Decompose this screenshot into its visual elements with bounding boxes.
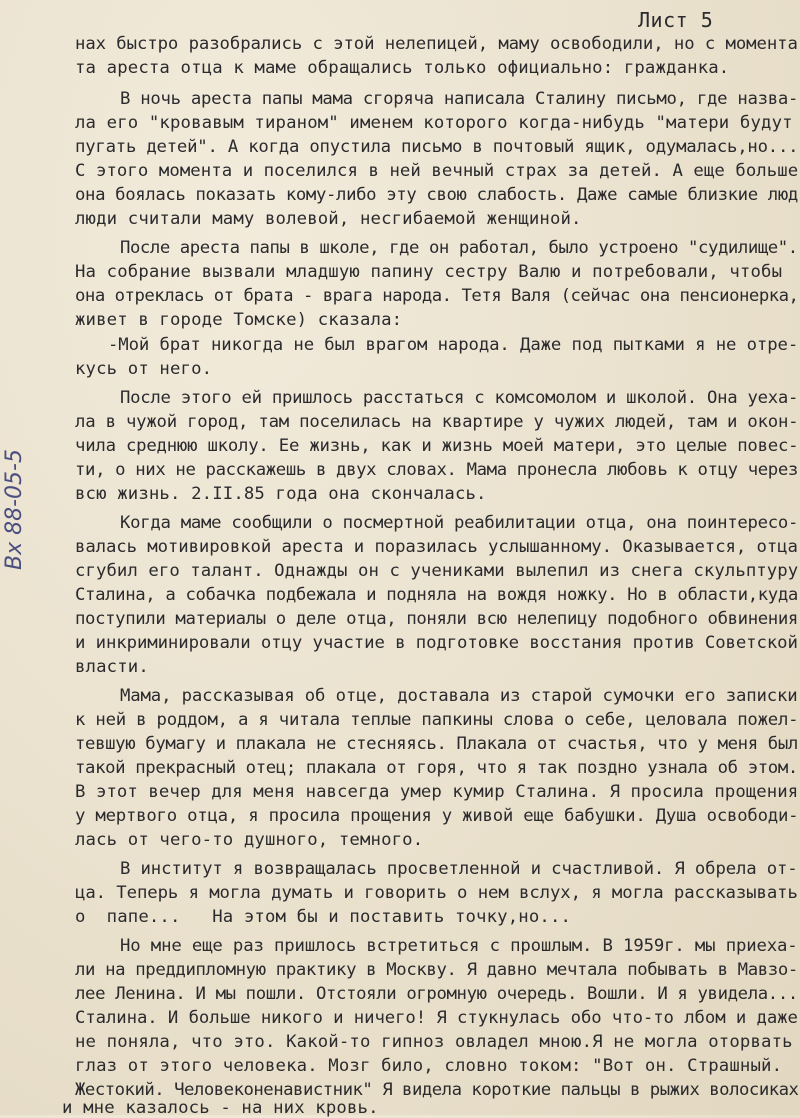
text-line: тевшую бумагу и плакала не стесняясь. Плакала от счастья, что у меня был: [75, 734, 798, 754]
text-line: После этого ей пришлось расстаться с комсомолом и школой. Она уеха-: [120, 388, 799, 408]
text-line: о папе... На этом бы и поставить точку,но...: [75, 907, 572, 927]
text-line: всю жизнь. 2.II.85 года она скончалась.: [75, 484, 487, 504]
sheet-label: Лист 5: [638, 8, 714, 32]
text-line: нах быстро разобрались с этой нелепицей, маму освободили, но с момента: [75, 34, 798, 54]
text-line: поступили материалы о деле отца, поняли всю нелепицу подобного обвинения: [75, 609, 798, 629]
text-line: не поняла, что это. Какой-то гипноз овладел мною.Я не могла оторвать: [75, 1032, 793, 1052]
margin-handwritten-note: Вх 88-05-5: [2, 449, 27, 570]
text-line: и инкриминировали отцу участие в подготовке восстания против Советской: [75, 633, 798, 653]
text-line: сгубил его талант. Однажды он с учениками вылепил из снега скульптуру: [75, 561, 799, 581]
text-line: лась от чего-то душного, темного.: [75, 830, 424, 850]
text-line: ли на преддипломную практику в Москву. Я давно мечтала побывать в Мавзо-: [75, 960, 798, 980]
text-line: ти, о них не расскажешь в двух словах. Мама пронесла любовь к отцу через: [75, 460, 798, 480]
text-line: и мне казалось - на них кровь.: [62, 1098, 379, 1118]
text-line: В институт я возвращалась просветленной и счастливой. Я обрела от-: [120, 859, 798, 879]
text-line: живет в городе Томске) сказала:: [75, 310, 403, 330]
text-line: чила среднюю школу. Ее жизнь, как и жизнь моей матери, это целые повес-: [75, 436, 799, 456]
text-line: кусь от него.: [75, 359, 213, 379]
text-line: она отреклась от брата - врага народа. Тетя Валя (сейчас она пенсионерка,: [75, 286, 799, 306]
text-line: люди считали маму волевой, несгибаемой женщиной.: [75, 209, 582, 229]
text-line: -Мой брат никогда не был врагом народа. Даже под пытками я не отре-: [108, 335, 799, 355]
text-line: Мама, рассказывая об отце, доставала из старой сумочки его записки: [120, 686, 798, 706]
text-line: к ней в роддом, а я читала теплые папкины слова о себе, целовала пожел-: [75, 710, 799, 730]
text-line: пугать детей". А когда опустила письмо в почтовый ящик, одумалась,но...: [75, 137, 799, 157]
text-line: она боялась показать кому-либо эту свою слабость. Даже самые близкие люд: [75, 185, 798, 205]
text-line: власти.: [75, 657, 149, 677]
text-line: Но мне еще раз пришлось встретиться с прошлым. В 1959г. мы приеха-: [120, 936, 798, 956]
text-line: В этот вечер для меня навсегда умер кумир Сталина. Я просила прощения: [75, 782, 799, 802]
text-line: В ночь ареста папы мама сгоряча написала Сталину письмо, где назва-: [120, 89, 799, 109]
text-line: глаз от этого человека. Мозг било, словно током: "Вот он. Страшный.: [75, 1056, 783, 1076]
text-line: ла его "кровавым тираном" именем которого когда-нибудь "матери будут: [75, 113, 793, 133]
text-line: Когда маме сообщили о посмертной реабилитации отца, она поинтересо-: [120, 513, 799, 533]
text-line: Жестокий. Человеконенавистник" Я видела короткие пальцы в рыжих волосиках: [75, 1080, 799, 1100]
text-line: такой прекрасный отец; плакала от горя, что я так поздно узнала об этом.: [75, 758, 798, 778]
text-line: Сталина, а собачка подбежала и подняла на вождя ножку. Но в области,куда: [75, 585, 798, 605]
text-line: ца. Теперь я могла думать и говорить о нем вслух, я могла рассказывать: [75, 883, 798, 903]
text-line: Сталина. И больше никого и ничего! Я стукнулась обо что-то лбом и даже: [75, 1008, 798, 1028]
text-line: лее Ленина. И мы пошли. Отстояли огромную очередь. Вошли. И я увидела...: [75, 984, 798, 1004]
text-line: ла в чужой город, там поселилась на квартире у чужих людей, там и окон-: [75, 412, 799, 432]
text-line: валась мотивировкой ареста и поразилась услышанному. Оказывается, отца: [75, 537, 798, 557]
text-line: С этого момента и поселился в ней вечный страх за детей. А еще больше: [75, 161, 799, 181]
text-line: На собрание вызвали младшую папину сестру Валю и потребовали, чтобы: [75, 262, 783, 282]
text-line: у мертвого отца, я просила прощения у живой еще бабушки. Душа освободи-: [75, 806, 799, 826]
text-line: После ареста папы в школе, где он работал, было устроено "судилище".: [120, 238, 798, 258]
text-line: та ареста отца к маме обращались только официально: гражданка.: [75, 58, 730, 78]
